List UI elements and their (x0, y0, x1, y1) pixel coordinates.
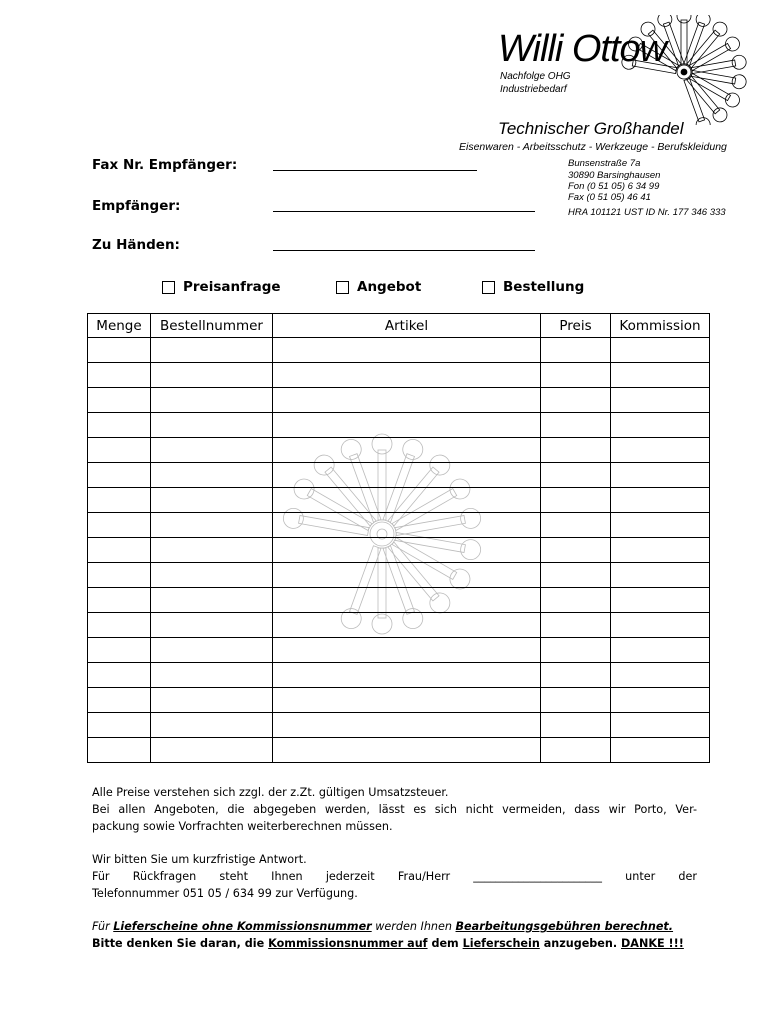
company-tagline: Technischer Großhandel (498, 119, 684, 138)
option-order-label: Bestellung (503, 279, 585, 295)
warn-part-3: werden Ihnen (375, 920, 452, 933)
cell-order-number[interactable] (151, 588, 273, 613)
option-price-inquiry-label: Preisanfrage (183, 279, 281, 295)
cell-article[interactable] (273, 463, 541, 488)
note-vat: Alle Preise verstehen sich zzgl. der z.Zt. gültigen Umsatzsteuer. (92, 786, 449, 799)
table-row (88, 663, 710, 688)
cell-article[interactable] (273, 363, 541, 388)
remind-part-2: Kommissionsnummer auf (268, 937, 428, 950)
cell-commission[interactable] (611, 488, 710, 513)
note-fee-warning (92, 918, 697, 935)
cell-order-number[interactable] (151, 638, 273, 663)
remind-part-3: dem (431, 937, 459, 950)
header-quantity: Menge (88, 314, 151, 338)
cell-order-number[interactable] (151, 563, 273, 588)
attention-field[interactable] (273, 250, 535, 251)
cell-price[interactable] (541, 688, 611, 713)
note-reply-request: Wir bitten Sie um kurzfristige Antwort. (92, 853, 307, 866)
note-contact-line1: Für Rückfragen steht Ihnen jederzeit Frau/Herr _______________________ unter der (92, 870, 697, 883)
cell-article[interactable] (273, 413, 541, 438)
cell-commission[interactable] (611, 738, 710, 763)
cell-order-number[interactable] (151, 388, 273, 413)
table-row (88, 538, 710, 563)
cell-price[interactable] (541, 363, 611, 388)
checkbox-order[interactable] (482, 281, 495, 294)
cell-commission[interactable] (611, 688, 710, 713)
company-registry: HRA 101121 UST ID Nr. 177 346 333 (568, 207, 726, 218)
cell-quantity[interactable] (88, 413, 151, 438)
cell-commission[interactable] (611, 363, 710, 388)
address-fax: Fax (0 51 05) 46 41 (568, 192, 651, 203)
cell-article[interactable] (273, 638, 541, 663)
cell-order-number[interactable] (151, 663, 273, 688)
cell-price[interactable] (541, 538, 611, 563)
cell-order-number[interactable] (151, 613, 273, 638)
cell-order-number[interactable] (151, 363, 273, 388)
cell-quantity[interactable] (88, 688, 151, 713)
cell-price[interactable] (541, 613, 611, 638)
recipient-label: Empfänger: (92, 198, 181, 214)
table-header-row (88, 314, 710, 338)
cell-order-number[interactable] (151, 488, 273, 513)
warn-part-4: Bearbeitungsgebühren berechnet. (455, 920, 674, 933)
cell-price[interactable] (541, 738, 611, 763)
cell-price[interactable] (541, 638, 611, 663)
cell-commission[interactable] (611, 713, 710, 738)
table-row (88, 438, 710, 463)
cell-order-number[interactable] (151, 438, 273, 463)
cell-quantity[interactable] (88, 438, 151, 463)
attention-label: Zu Händen: (92, 237, 180, 253)
cell-price[interactable] (541, 488, 611, 513)
cell-commission[interactable] (611, 413, 710, 438)
company-line-1: Nachfolge OHG (500, 71, 571, 82)
cell-price[interactable] (541, 563, 611, 588)
checkbox-offer[interactable] (336, 281, 349, 294)
cell-commission[interactable] (611, 638, 710, 663)
address-city: 30890 Barsinghausen (568, 170, 661, 181)
cell-article[interactable] (273, 388, 541, 413)
cell-article[interactable] (273, 588, 541, 613)
cell-price[interactable] (541, 388, 611, 413)
header-price: Preis (541, 314, 611, 338)
remind-part-6: DANKE !!! (621, 937, 684, 950)
cell-quantity[interactable] (88, 738, 151, 763)
warn-part-2: Lieferscheine ohne Kommissionsnummer (113, 920, 372, 933)
header-commission: Kommission (611, 314, 710, 338)
cell-price[interactable] (541, 413, 611, 438)
cell-order-number[interactable] (151, 538, 273, 563)
cell-order-number[interactable] (151, 688, 273, 713)
cell-article[interactable] (273, 688, 541, 713)
cell-article[interactable] (273, 713, 541, 738)
cell-price[interactable] (541, 663, 611, 688)
header-article: Artikel (273, 314, 541, 338)
table-row (88, 363, 710, 388)
cell-commission[interactable] (611, 613, 710, 638)
note-shipping-line2: packung sowie Vorfrachten weiterberechnen müssen. (92, 820, 393, 833)
option-price-inquiry[interactable] (162, 279, 281, 295)
cell-quantity[interactable] (88, 488, 151, 513)
table-row (88, 563, 710, 588)
terms-notes (92, 784, 697, 952)
address-phone: Fon (0 51 05) 6 34 99 (568, 181, 660, 192)
cell-article[interactable] (273, 513, 541, 538)
cell-commission[interactable] (611, 388, 710, 413)
cell-article[interactable] (273, 438, 541, 463)
option-offer[interactable] (336, 279, 421, 295)
table-row (88, 638, 710, 663)
table-row (88, 338, 710, 363)
remind-part-1: Bitte denken Sie daran, die (92, 937, 265, 950)
cell-commission[interactable] (611, 588, 710, 613)
table-row (88, 613, 710, 638)
cell-quantity[interactable] (88, 588, 151, 613)
option-offer-label: Angebot (357, 279, 422, 295)
cell-order-number[interactable] (151, 713, 273, 738)
cell-commission[interactable] (611, 563, 710, 588)
table-row (88, 463, 710, 488)
table-row (88, 713, 710, 738)
cell-quantity[interactable] (88, 513, 151, 538)
cell-article[interactable] (273, 338, 541, 363)
warn-part-1: Für (92, 920, 110, 933)
note-contact-line2: Telefonnummer 051 05 / 634 99 zur Verfügung. (92, 887, 358, 900)
cell-quantity[interactable] (88, 563, 151, 588)
checkbox-price-inquiry[interactable] (162, 281, 175, 294)
order-table-body (88, 338, 710, 763)
cell-price[interactable] (541, 713, 611, 738)
cell-article[interactable] (273, 738, 541, 763)
cell-quantity[interactable] (88, 663, 151, 688)
table-row (88, 738, 710, 763)
cell-commission[interactable] (611, 513, 710, 538)
cell-quantity[interactable] (88, 338, 151, 363)
cell-order-number[interactable] (151, 338, 273, 363)
note-shipping-line1: Bei allen Angeboten, die abgegeben werden, lässt es sich nicht vermeiden, dass wir Porto, Ver- (92, 803, 697, 816)
fax-number-label: Fax Nr. Empfänger: (92, 157, 238, 173)
cell-quantity[interactable] (88, 538, 151, 563)
note-reminder (92, 935, 697, 952)
cell-quantity[interactable] (88, 463, 151, 488)
cell-price[interactable] (541, 513, 611, 538)
table-row (88, 688, 710, 713)
cell-price[interactable] (541, 438, 611, 463)
cell-price[interactable] (541, 588, 611, 613)
cell-commission[interactable] (611, 663, 710, 688)
cell-price[interactable] (541, 338, 611, 363)
cell-order-number[interactable] (151, 463, 273, 488)
remind-part-4: Lieferschein (462, 937, 540, 950)
cell-article[interactable] (273, 663, 541, 688)
order-table (87, 313, 710, 763)
table-row (88, 588, 710, 613)
cell-article[interactable] (273, 563, 541, 588)
cell-article[interactable] (273, 488, 541, 513)
cell-quantity[interactable] (88, 388, 151, 413)
remind-part-5: anzugeben. (543, 937, 618, 950)
address-street: Bunsenstraße 7a (568, 158, 641, 169)
cell-quantity[interactable] (88, 713, 151, 738)
table-row (88, 388, 710, 413)
cell-commission[interactable] (611, 463, 710, 488)
cell-order-number[interactable] (151, 738, 273, 763)
cell-commission[interactable] (611, 538, 710, 563)
table-row (88, 488, 710, 513)
fax-number-field[interactable] (273, 170, 477, 171)
cell-commission[interactable] (611, 338, 710, 363)
cell-article[interactable] (273, 613, 541, 638)
cell-quantity[interactable] (88, 613, 151, 638)
recipient-field[interactable] (273, 211, 535, 212)
cell-article[interactable] (273, 538, 541, 563)
cell-quantity[interactable] (88, 363, 151, 388)
company-line-2: Industriebedarf (500, 84, 567, 95)
cell-price[interactable] (541, 463, 611, 488)
cell-order-number[interactable] (151, 413, 273, 438)
header-order-number: Bestellnummer (151, 314, 273, 338)
company-name: Willi Ottow (498, 28, 667, 70)
cell-commission[interactable] (611, 438, 710, 463)
table-row (88, 513, 710, 538)
option-order[interactable] (482, 279, 584, 295)
table-row (88, 413, 710, 438)
cell-order-number[interactable] (151, 513, 273, 538)
company-categories: Eisenwaren - Arbeitsschutz - Werkzeuge - Berufskleidung (459, 141, 727, 153)
cell-quantity[interactable] (88, 638, 151, 663)
